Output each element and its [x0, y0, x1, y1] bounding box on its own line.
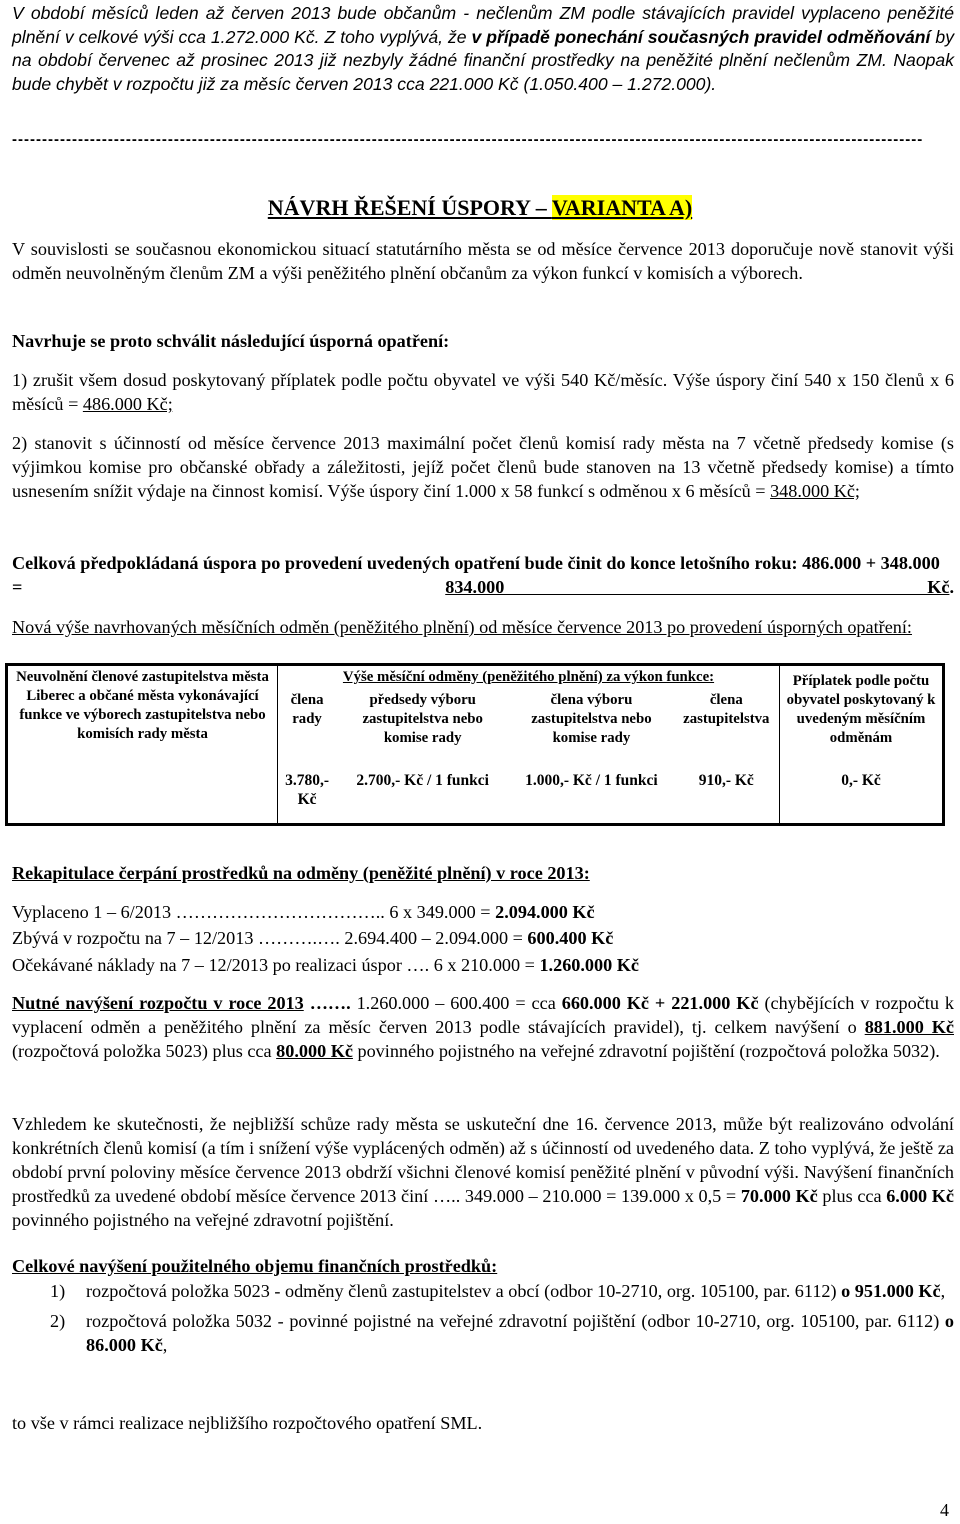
intro-text-2: by na období červenec až prosinec 2013 již nezbyly žádné finanční prostředky na peněžité plnění nečlenům ZM. Naopak bude chybět v rozpočtu již za měsíc červen 2013 cca 221.000 Kč (1.050.400 – 1.272.000). — [12, 26, 954, 94]
new-rates-text: Nová výše navrhovaných měsíčních odměn (peněžitého plnění) od měsíce července 2013 po provedení úsporných opatření: — [12, 617, 912, 637]
val-priplatek: 0,- Kč — [780, 769, 944, 825]
val-zastupitelstvo: 910,- Kč — [698, 772, 754, 789]
increase-label: Nutné navýšení rozpočtu v roce 2013 — [12, 993, 304, 1013]
intro-paragraph — [12, 2, 954, 96]
intro-text-1: V období měsíců leden až červen 2013 bude občanům - nečlenům ZM podle stávajících pravidel vyplaceno peněžité plnění v celkové výši cca 1.272.000 Kč. Z toho vyplývá, že — [12, 3, 954, 47]
paragraph-context: V souvislosti se současnou ekonomickou situací statutárního města se od měsíce července 2013 doporučuje nově stanovit výši odměn neuvolněným členům ZM a výši peněžitého plnění občanům za výkon funkcí v komisích a výborech. — [12, 239, 954, 283]
val-rada: 3.780,- Kč — [285, 772, 329, 808]
measure-item-2 — [12, 431, 954, 503]
measure-item-1 — [12, 368, 954, 416]
closing-line: to vše v rámci realizace nejbližšího rozpočtového opatření SML. — [12, 1413, 483, 1433]
measure-1-text: 1) zrušit všem dosud poskytovaný příplatek podle počtu obyvatel ve výši 540 Kč/měsíc. Výše úspory činí 540 x 150 členů x 6 měsíců = — [12, 370, 954, 414]
table-right-header: Příplatek podle počtu obyvatel poskytovaný k uvedeným měsíčním odměnám — [780, 665, 944, 770]
page-number: 4 — [940, 1500, 949, 1520]
col-header-predseda: předsedy výboru zastupitelstva nebo komise rady — [362, 692, 483, 746]
intro-text-bold: v případě ponechání současných pravidel odměňování — [471, 26, 931, 47]
val-predseda: 2.700,- Kč / 1 funkci — [356, 772, 489, 789]
section-heading — [0, 195, 960, 221]
list-item: 1) rozpočtová položka 5023 - odměny členů zastupitelstev a obcí (odbor 10-2710, org. 105100, par. 6112) o 951.000 Kč, — [50, 1281, 946, 1301]
total-savings — [12, 551, 954, 599]
separator-line: -------------------------------------------------------------------------------------------------------------------------------------------------------- — [12, 131, 924, 148]
col-header-zastupitelstvo: člena zastupitelstva — [683, 692, 770, 727]
rates-table — [5, 663, 945, 826]
heading-text: NÁVRH ŘEŠENÍ ÚSPORY – — [267, 195, 552, 220]
july-paragraph: Vzhledem ke skutečnosti, že nejbližší schůze rady města se uskuteční dne 16. července 2013, může být realizováno odvolání konkrétních členů komisí (a tím i snížení výše vyplácených odměn) až s účinností od uvedeného data. Z toho vyplývá, že ještě za období první poloviny měsíce července 2013 obdrží všichni členové komisí peněžité plnění v původní výši. Navýšení finančních prostředků za uvedené období měsíce července 2013 činí ….. 349.000 – 210.000 = 139.000 x 0,5 = 70.000 Kč plus cca 6.000 Kč povinného pojistného na veřejné zdravotní pojištění. — [12, 1114, 954, 1230]
col-header-clen-vyboru: člena výboru zastupitelstva nebo komise rady — [531, 692, 652, 746]
recap-line-3: Očekávané náklady na 7 – 12/2013 po realizaci úspor …. 6 x 210.000 = 1.260.000 Kč — [12, 955, 639, 975]
val-clen-vyboru: 1.000,- Kč / 1 funkci — [525, 772, 658, 789]
increase-amount-3: 80.000 Kč — [276, 1041, 353, 1061]
recap-line-2: Zbývá v rozpočtu na 7 – 12/2013 ……….…. 2.694.400 – 2.094.000 = 600.400 Kč — [12, 928, 614, 948]
increase-amount-1: 660.000 Kč + 221.000 Kč — [561, 993, 759, 1013]
increase-amount-2: 881.000 Kč — [864, 1017, 954, 1037]
july-amount-2: 6.000 Kč — [886, 1186, 954, 1206]
recap-title: Rekapitulace čerpání prostředků na odměny (peněžité plnění) v roce 2013: — [12, 863, 590, 883]
col-header-rada: člena rady — [290, 692, 324, 727]
measure-1-amount: 486.000 Kč; — [82, 394, 173, 414]
total-end: . — [949, 577, 954, 597]
measure-2-text: 2) stanovit s účinností od měsíce července 2013 maximální počet členů komisí rady města na 7 včetně předsedy komise (s výjimkou komise pro občanské obřady a záležitosti, jejíž počet členů bude stanoven na 13 včetně předsedy komise) a tímto usnesením snížit výdaje na činnost komisí. Výše úspory činí 1.000 x 58 funkcí s odměnou x 6 měsíců = — [12, 433, 954, 501]
total-amount: 834.000 Kč — [445, 577, 950, 597]
final-list — [12, 1279, 954, 1363]
table-mid-header: Výše měsíční odměny (peněžitého plnění) za výkon funkce: — [342, 669, 715, 685]
list-item: 2) rozpočtová položka 5032 - povinné pojistné na veřejné zdravotní pojištění (odbor 10-2710, org. 105100, par. 6112) o 86.000 Kč, — [50, 1311, 954, 1355]
final-title: Celkové navýšení použitelného objemu finančních prostředků: — [12, 1256, 498, 1276]
paragraph-proposal: Navrhuje se proto schválit následující úsporná opatření: — [12, 331, 450, 351]
july-amount-1: 70.000 Kč — [740, 1186, 818, 1206]
heading-highlight: VARIANTA A) — [551, 195, 693, 220]
measure-2-amount: 348.000 Kč; — [770, 481, 860, 501]
total-text: Celková předpokládaná úspora po provedení uvedených opatření bude činit do konce letošního roku: 486.000 + 348.000 = — [12, 553, 940, 597]
table-left-description: Neuvolnění členové zastupitelstva města Liberec a občané města vykonávající funkce ve výborech zastupitelstva nebo komisích rady města — [7, 665, 278, 825]
recap-line-1: Vyplaceno 1 – 6/2013 …………………………….. 6 x 349.000 = 2.094.000 Kč — [12, 902, 595, 922]
budget-increase-paragraph: Nutné navýšení rozpočtu v roce 2013 ……. 1.260.000 – 600.400 = cca 660.000 Kč + 221.000 Kč (chybějících v rozpočtu k vyplacení odměn a peněžitého plnění za měsíc červen 2013 podle stávajících pravidel), tj. celkem navýšení o 881.000 Kč (rozpočtová položka 5023) plus cca 80.000 Kč povinného pojistného na veřejné zdravotní pojištění (rozpočtová položka 5032). — [12, 993, 954, 1061]
paragraph-new-rates — [12, 615, 954, 639]
